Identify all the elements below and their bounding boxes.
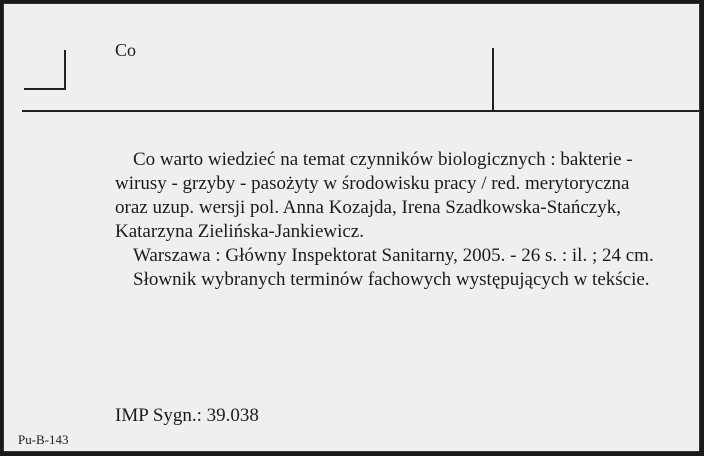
title-paragraph: Co warto wiedzieć na temat czynników biologicznych : bakterie - wirusy - grzyby - pasożyty w środowisku pracy / red. merytoryczna oraz uzup. wersji pol. Anna Kozajda, Irena Szadkowska-Stańczyk, Katarzyna Zielińska-Jankiewicz.: [115, 149, 633, 242]
note-paragraph: Słownik wybranych terminów fachowych występujących w tekście.: [133, 269, 650, 290]
corner-bracket-mark: [24, 50, 66, 90]
card-code: Pu-B-143: [18, 432, 69, 447]
imprint-paragraph: Warszawa : Główny Inspektorat Sanitarny, 2005. - 26 s. : il. ; 24 cm.: [133, 245, 654, 266]
heading-word: Co: [115, 40, 137, 60]
catalog-card: [3, 3, 700, 452]
bibliographic-entry: [115, 148, 655, 292]
horizontal-divider-line: [22, 110, 699, 112]
shelf-signature: IMP Sygn.: 39.038: [115, 405, 259, 426]
vertical-divider-line: [492, 48, 494, 112]
